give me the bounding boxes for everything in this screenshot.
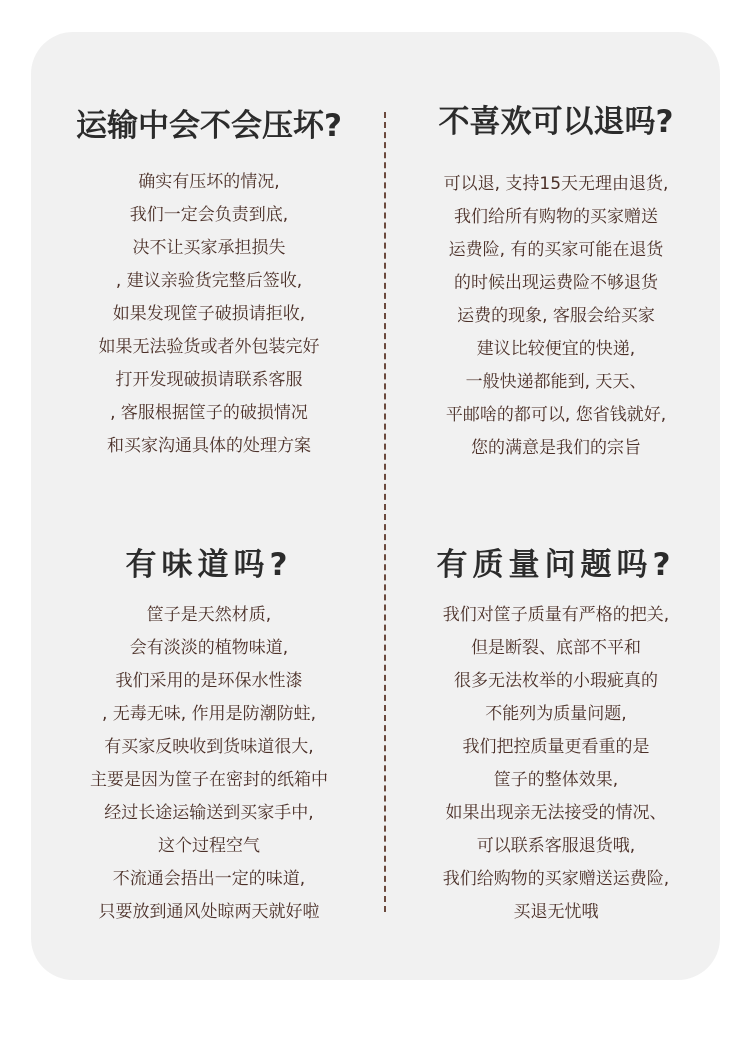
answer-line: 运费险, 有的买家可能在退货 xyxy=(448,240,664,260)
answer-line: 我们采用的是环保水性漆 xyxy=(115,671,303,691)
answer-line: 但是断裂、底部不平和 xyxy=(471,638,641,658)
answer-line: 如果无法验货或者外包装完好 xyxy=(98,337,320,357)
answer-line: 我们给购物的买家赠送运费险, xyxy=(442,869,670,889)
answer-line: 有买家反映收到货味道很大, xyxy=(104,737,314,757)
answer-line: 打开发现破损请联系客服 xyxy=(115,370,303,390)
answer-line: 不能列为质量问题, xyxy=(485,704,627,724)
answer-line: 只要放到通风处晾两天就好啦 xyxy=(98,902,320,922)
answer-line: 决不让买家承担损失 xyxy=(132,238,286,258)
center-divider xyxy=(384,112,386,912)
faq-odor xyxy=(44,545,374,929)
answer-line: 很多无法枚举的小瑕疵真的 xyxy=(454,671,658,691)
answer-line: , 建议亲验货完整后签收, xyxy=(115,271,303,291)
faq-title: 有质量问题吗? xyxy=(436,547,676,583)
answer-line: 主要是因为筐子在密封的纸箱中 xyxy=(90,770,328,790)
faq-answer xyxy=(391,168,721,465)
answer-line: 筐子是天然材质, xyxy=(146,605,272,625)
faq-title: 不喜欢可以退吗? xyxy=(438,104,674,140)
answer-line: 和买家沟通具体的处理方案 xyxy=(107,436,311,456)
answer-line: 平邮啥的都可以, 您省钱就好, xyxy=(445,405,667,425)
answer-line: 我们给所有购物的买家赠送 xyxy=(454,207,658,227)
faq-shipping-damage xyxy=(44,106,374,463)
answer-line: 我们把控质量更看重的是 xyxy=(462,737,650,757)
answer-line: 您的满意是我们的宗旨 xyxy=(471,438,641,458)
faq-quality xyxy=(391,545,721,929)
answer-line: 建议比较便宜的快递, xyxy=(476,339,636,359)
answer-line: 可以联系客服退货哦, xyxy=(476,836,636,856)
answer-line: 经过长途运输送到买家手中, xyxy=(104,803,314,823)
faq-title: 运输中会不会压坏? xyxy=(76,108,342,144)
faq-returns xyxy=(391,102,721,465)
answer-line: 运费的现象, 客服会给买家 xyxy=(457,306,655,326)
answer-line: 会有淡淡的植物味道, xyxy=(129,638,289,658)
answer-line: 我们一定会负责到底, xyxy=(129,205,289,225)
answer-line: 可以退, 支持15天无理由退货, xyxy=(443,174,669,194)
answer-line: 如果发现筐子破损请拒收, xyxy=(112,304,306,324)
answer-line: 我们对筐子质量有严格的把关, xyxy=(442,605,670,625)
answer-line: 如果出现亲无法接受的情况、 xyxy=(445,803,667,823)
faq-title: 有味道吗? xyxy=(125,547,293,583)
answer-line: 这个过程空气 xyxy=(158,836,260,856)
faq-answer xyxy=(391,599,721,929)
answer-line: 不流通会捂出一定的味道, xyxy=(112,869,306,889)
faq-answer xyxy=(44,166,374,463)
answer-line: 的时候出现运费险不够退货 xyxy=(454,273,658,293)
answer-line: 筐子的整体效果, xyxy=(493,770,619,790)
answer-line: , 客服根据筐子的破损情况 xyxy=(110,403,308,423)
answer-line: 买退无忧哦 xyxy=(513,902,599,922)
answer-line: , 无毒无味, 作用是防潮防蛀, xyxy=(101,704,317,724)
faq-answer xyxy=(44,599,374,929)
answer-line: 确实有压坏的情况, xyxy=(138,172,280,192)
answer-line: 一般快递都能到, 天天、 xyxy=(465,372,647,392)
